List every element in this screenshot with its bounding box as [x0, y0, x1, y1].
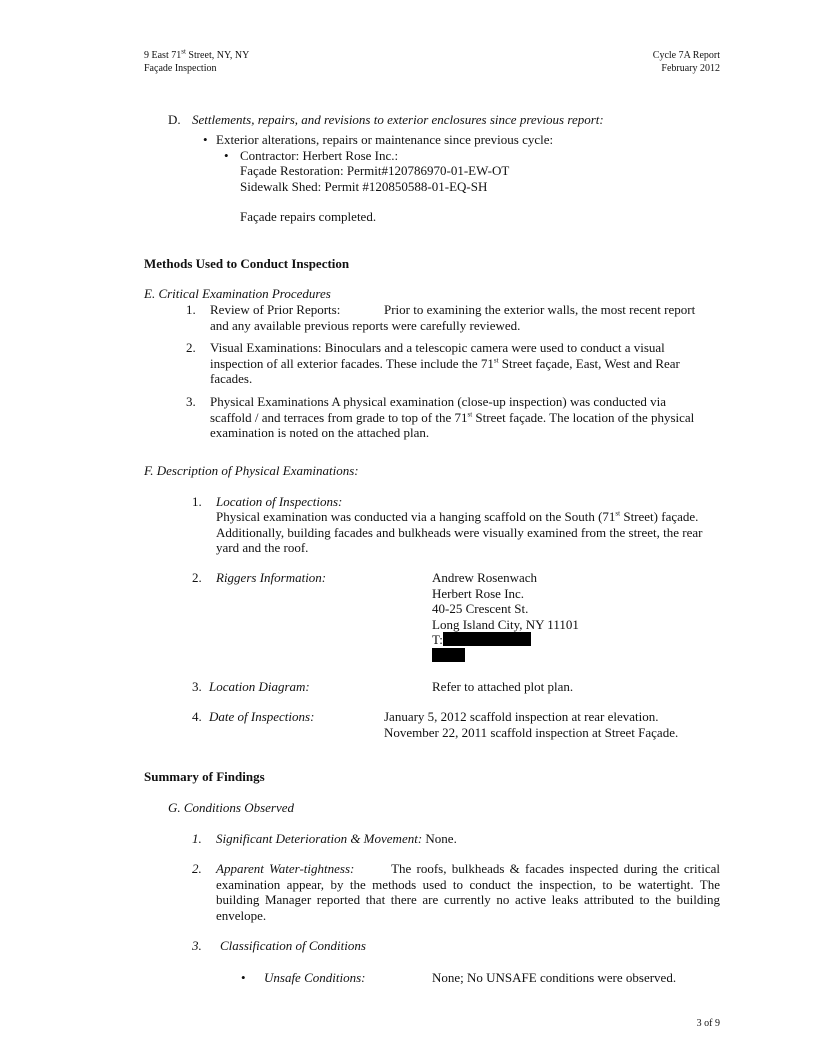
bullet-icon: •	[241, 970, 246, 985]
rigger-city: Long Island City, NY 11101	[432, 617, 579, 632]
section-f-title: F. Description of Physical Examinations:	[144, 463, 359, 478]
e-item1-text2: and any available previous reports were carefully reviewed.	[210, 318, 521, 333]
e-item3-line3: examination is noted on the attached plan.	[210, 425, 430, 440]
f-item1-line3: yard and the roof.	[216, 540, 309, 555]
f-item2-num: 2.	[192, 570, 202, 585]
f-item3-value: Refer to attached plot plan.	[432, 679, 574, 694]
f-item1-line2: Additionally, building facades and bulkheads were visually examined from the street, the rear	[216, 525, 703, 540]
g-item3-label: Classification of Conditions	[220, 938, 366, 953]
f-item4-num: 4.	[192, 709, 202, 724]
rigger-company: Herbert Rose Inc.	[432, 586, 525, 601]
rigger-phone-label: T:	[432, 632, 443, 647]
rigger-name: Andrew Rosenwach	[432, 570, 538, 585]
rigger-street: 40-25 Crescent St.	[432, 601, 529, 616]
e-item1-label: Review of Prior Reports:	[210, 302, 341, 317]
f-item2-label: Riggers Information:	[216, 570, 327, 585]
e-item2-line2: inspection of all exterior facades. These include the 71st Street façade, East, West and Rear	[210, 356, 680, 371]
summary-heading: Summary of Findings	[144, 769, 265, 784]
section-d-title: Settlements, repairs, and revisions to exterior enclosures since previous report:	[192, 112, 604, 127]
section-g-title: G. Conditions Observed	[168, 800, 295, 815]
methods-heading: Methods Used to Conduct Inspection	[144, 256, 350, 271]
f-item4-value2: November 22, 2011 scaffold inspection at Street Façade.	[384, 725, 679, 740]
header-report: Cycle 7A Report	[652, 50, 720, 61]
bullet-icon: •	[224, 148, 229, 163]
e-item3-num: 3.	[186, 394, 196, 409]
g-item2-num: 2.	[192, 861, 202, 876]
section-e-title: E. Critical Examination Procedures	[144, 286, 331, 301]
section-d-letter: D.	[168, 112, 181, 127]
e-item2-num: 2.	[186, 340, 196, 355]
unsafe-label: Unsafe Conditions:	[264, 970, 366, 985]
f-item3-num: 3.	[192, 679, 202, 694]
f-item1-label: Location of Inspections:	[216, 494, 343, 509]
f-item4-label: Date of Inspections:	[209, 709, 315, 724]
f-item1-line1: Physical examination was conducted via a hanging scaffold on the South (71st Street) façade.	[216, 509, 699, 524]
e-item3-line1: Physical Examinations A physical examination (close-up inspection) was conducted via	[210, 394, 666, 409]
permit-facade: Façade Restoration: Permit#120786970-01-EW-OT	[240, 163, 510, 178]
e-item2-line3: facades.	[210, 371, 253, 386]
permit-sidewalk: Sidewalk Shed: Permit #120850588-01-EQ-SH	[240, 179, 488, 194]
bullet-icon: •	[203, 132, 208, 147]
f-item1-num: 1.	[192, 494, 202, 509]
contractor: Contractor: Herbert Rose Inc.:	[240, 148, 399, 163]
f-item4-value1: January 5, 2012 scaffold inspection at rear elevation.	[384, 709, 659, 724]
header-address: 9 East 71st Street, NY, NY	[144, 47, 250, 61]
repairs-note: Façade repairs completed.	[240, 209, 377, 224]
g-item1-num: 1.	[192, 831, 202, 846]
page-number: 3 of 9	[696, 1018, 720, 1029]
header-date: February 2012	[661, 63, 720, 74]
e-item3-line2: scaffold / and terraces from grade to top of the 71st Street façade. The location of the physical	[210, 410, 695, 425]
e-item1-num: 1.	[186, 302, 196, 317]
section-d-bullet: Exterior alterations, repairs or maintenance since previous cycle:	[216, 132, 554, 147]
g-item1: Significant Deterioration & Movement: None.	[216, 831, 457, 846]
redaction-block	[432, 648, 465, 662]
g-item3-num: 3.	[192, 938, 202, 953]
header-subtitle: Façade Inspection	[144, 63, 217, 74]
g-item2-paragraph: Apparent Water-tightness: The roofs, bulkheads & facades inspected during the critical examination appear, by the methods used to conduct the inspection, to be watertight. The building Manager reported that there are currently no active leaks attributed to the building envelope.	[216, 861, 720, 923]
redaction-block	[443, 632, 531, 646]
f-item3-label: Location Diagram:	[209, 679, 310, 694]
unsafe-value: None; No UNSAFE conditions were observed.	[432, 970, 677, 985]
e-item1-text: Prior to examining the exterior walls, the most recent report	[384, 302, 696, 317]
e-item2-line1: Visual Examinations: Binoculars and a telescopic camera were used to conduct a visual	[210, 340, 665, 355]
